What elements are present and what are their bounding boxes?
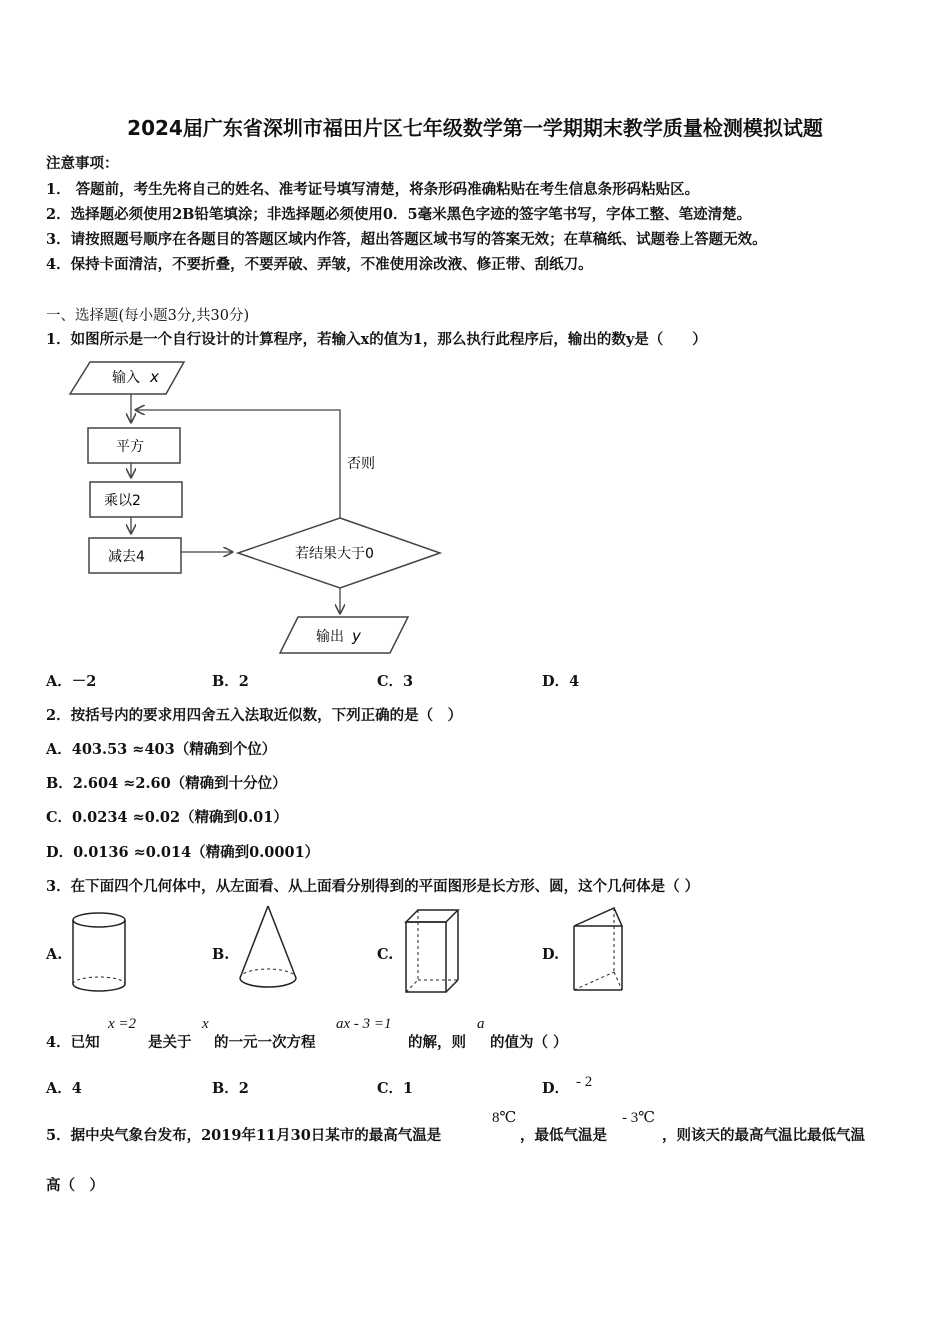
q4-math-x-equals-2: x =2 (108, 1016, 137, 1032)
flowchart-diagram (60, 358, 450, 663)
q1-option-c: C．3 (377, 673, 414, 690)
question-1-stem: 1．如图所示是一个自行设计的计算程序，若输入x的值为1，那么执行此程序后，输出的数y是（ ） (46, 331, 707, 348)
q5-text-4: 高（ ） (46, 1177, 104, 1194)
notice-heading: 注意事项： (46, 155, 119, 172)
q4-math-a: a (477, 1016, 485, 1032)
q3-option-d: D. (542, 946, 560, 963)
square-label: 平方 (116, 439, 144, 455)
triangular-prism-icon (568, 904, 628, 996)
q1-option-a: A．－2 (46, 673, 97, 690)
q4-option-a: A．4 (46, 1080, 82, 1097)
q1-option-b: B．2 (212, 673, 249, 690)
q4-text-3: 的一元一次方程 (214, 1034, 316, 1051)
output-label: 输出 (316, 629, 344, 645)
q4-math-x: x (202, 1016, 209, 1032)
question-2-stem: 2．按括号内的要求用四舍五入法取近似数，下列正确的是（ ） (46, 707, 463, 724)
q5-math-low-temp: - 3℃ (622, 1110, 656, 1126)
question-3-stem: 3．在下面四个几何体中，从左面看、从上面看分别得到的平面图形是长方形、圆，这个几何体是（ ） (46, 878, 700, 895)
q4-option-c: C．1 (377, 1080, 414, 1097)
q5-text-3: ，则该天的最高气温比最低气温 (662, 1127, 865, 1144)
q4-text-5: 的值为（ ） (490, 1034, 568, 1051)
notice-item-3: 3．请按照题号顺序在各题目的答题区域内作答，超出答题区域书写的答案无效；在草稿纸、试题卷上答题无效。 (46, 231, 767, 248)
cone-icon (236, 902, 300, 996)
q5-math-high-temp: 8℃ (492, 1110, 517, 1126)
subtract-label: 减去4 (108, 549, 145, 565)
else-label: 否则 (347, 456, 375, 472)
notice-item-1: 1． 答题前，考生先将自己的姓名、准考证号填写清楚，将条形码准确粘贴在考生信息条形码粘贴区。 (46, 181, 700, 198)
output-var: y (352, 627, 361, 645)
q4-text-4: 的解，则 (408, 1034, 466, 1051)
q2-option-b: B．2.604 ≈2.60（精确到十分位） (46, 775, 287, 792)
input-var: x (150, 368, 159, 386)
notice-item-4: 4．保持卡面清洁，不要折叠，不要弄破、弄皱，不准使用涂改液、修正带、刮纸刀。 (46, 256, 593, 273)
q2-option-d: D．0.0136 ≈0.014（精确到0.0001） (46, 844, 320, 861)
q4-text-2: 是关于 (148, 1034, 192, 1051)
notice-item-2: 2．选择题必须使用2B铅笔填涂；非选择题必须使用0．5毫米黑色字迹的签字笔书写，字体工整、笔迹清楚。 (46, 206, 752, 223)
q5-text-1: 5．据中央气象台发布，2019年11月30日某市的最高气温是 (46, 1127, 442, 1144)
rectangular-prism-icon (402, 906, 464, 998)
section-heading: 一、选择题(每小题3分,共30分) (46, 308, 250, 324)
q5-text-2: ，最低气温是 (520, 1127, 607, 1144)
multiply-label: 乘以2 (104, 493, 141, 509)
q3-option-a: A. (46, 946, 63, 963)
cylinder-icon (70, 910, 132, 996)
q4-math-equation: ax - 3 =1 (336, 1016, 392, 1032)
q2-option-c: C．0.0234 ≈0.02（精确到0.01） (46, 809, 288, 826)
q3-option-c: C. (377, 946, 394, 963)
output-box (280, 617, 408, 653)
condition-label: 若结果大于0 (295, 546, 374, 562)
q1-option-d: D．4 (542, 673, 580, 690)
input-label: 输入 (112, 370, 140, 386)
q3-option-b: B. (212, 946, 230, 963)
q2-option-a: A．403.53 ≈403（精确到个位） (46, 741, 277, 758)
q4-option-d: D． (542, 1080, 570, 1097)
q4-option-b: B．2 (212, 1080, 249, 1097)
q4-option-d-value: - 2 (576, 1074, 593, 1090)
q4-text-1: 4．已知 (46, 1034, 100, 1051)
page-title: 2024届广东省深圳市福田片区七年级数学第一学期期末教学质量检测模拟试题 (127, 116, 823, 140)
